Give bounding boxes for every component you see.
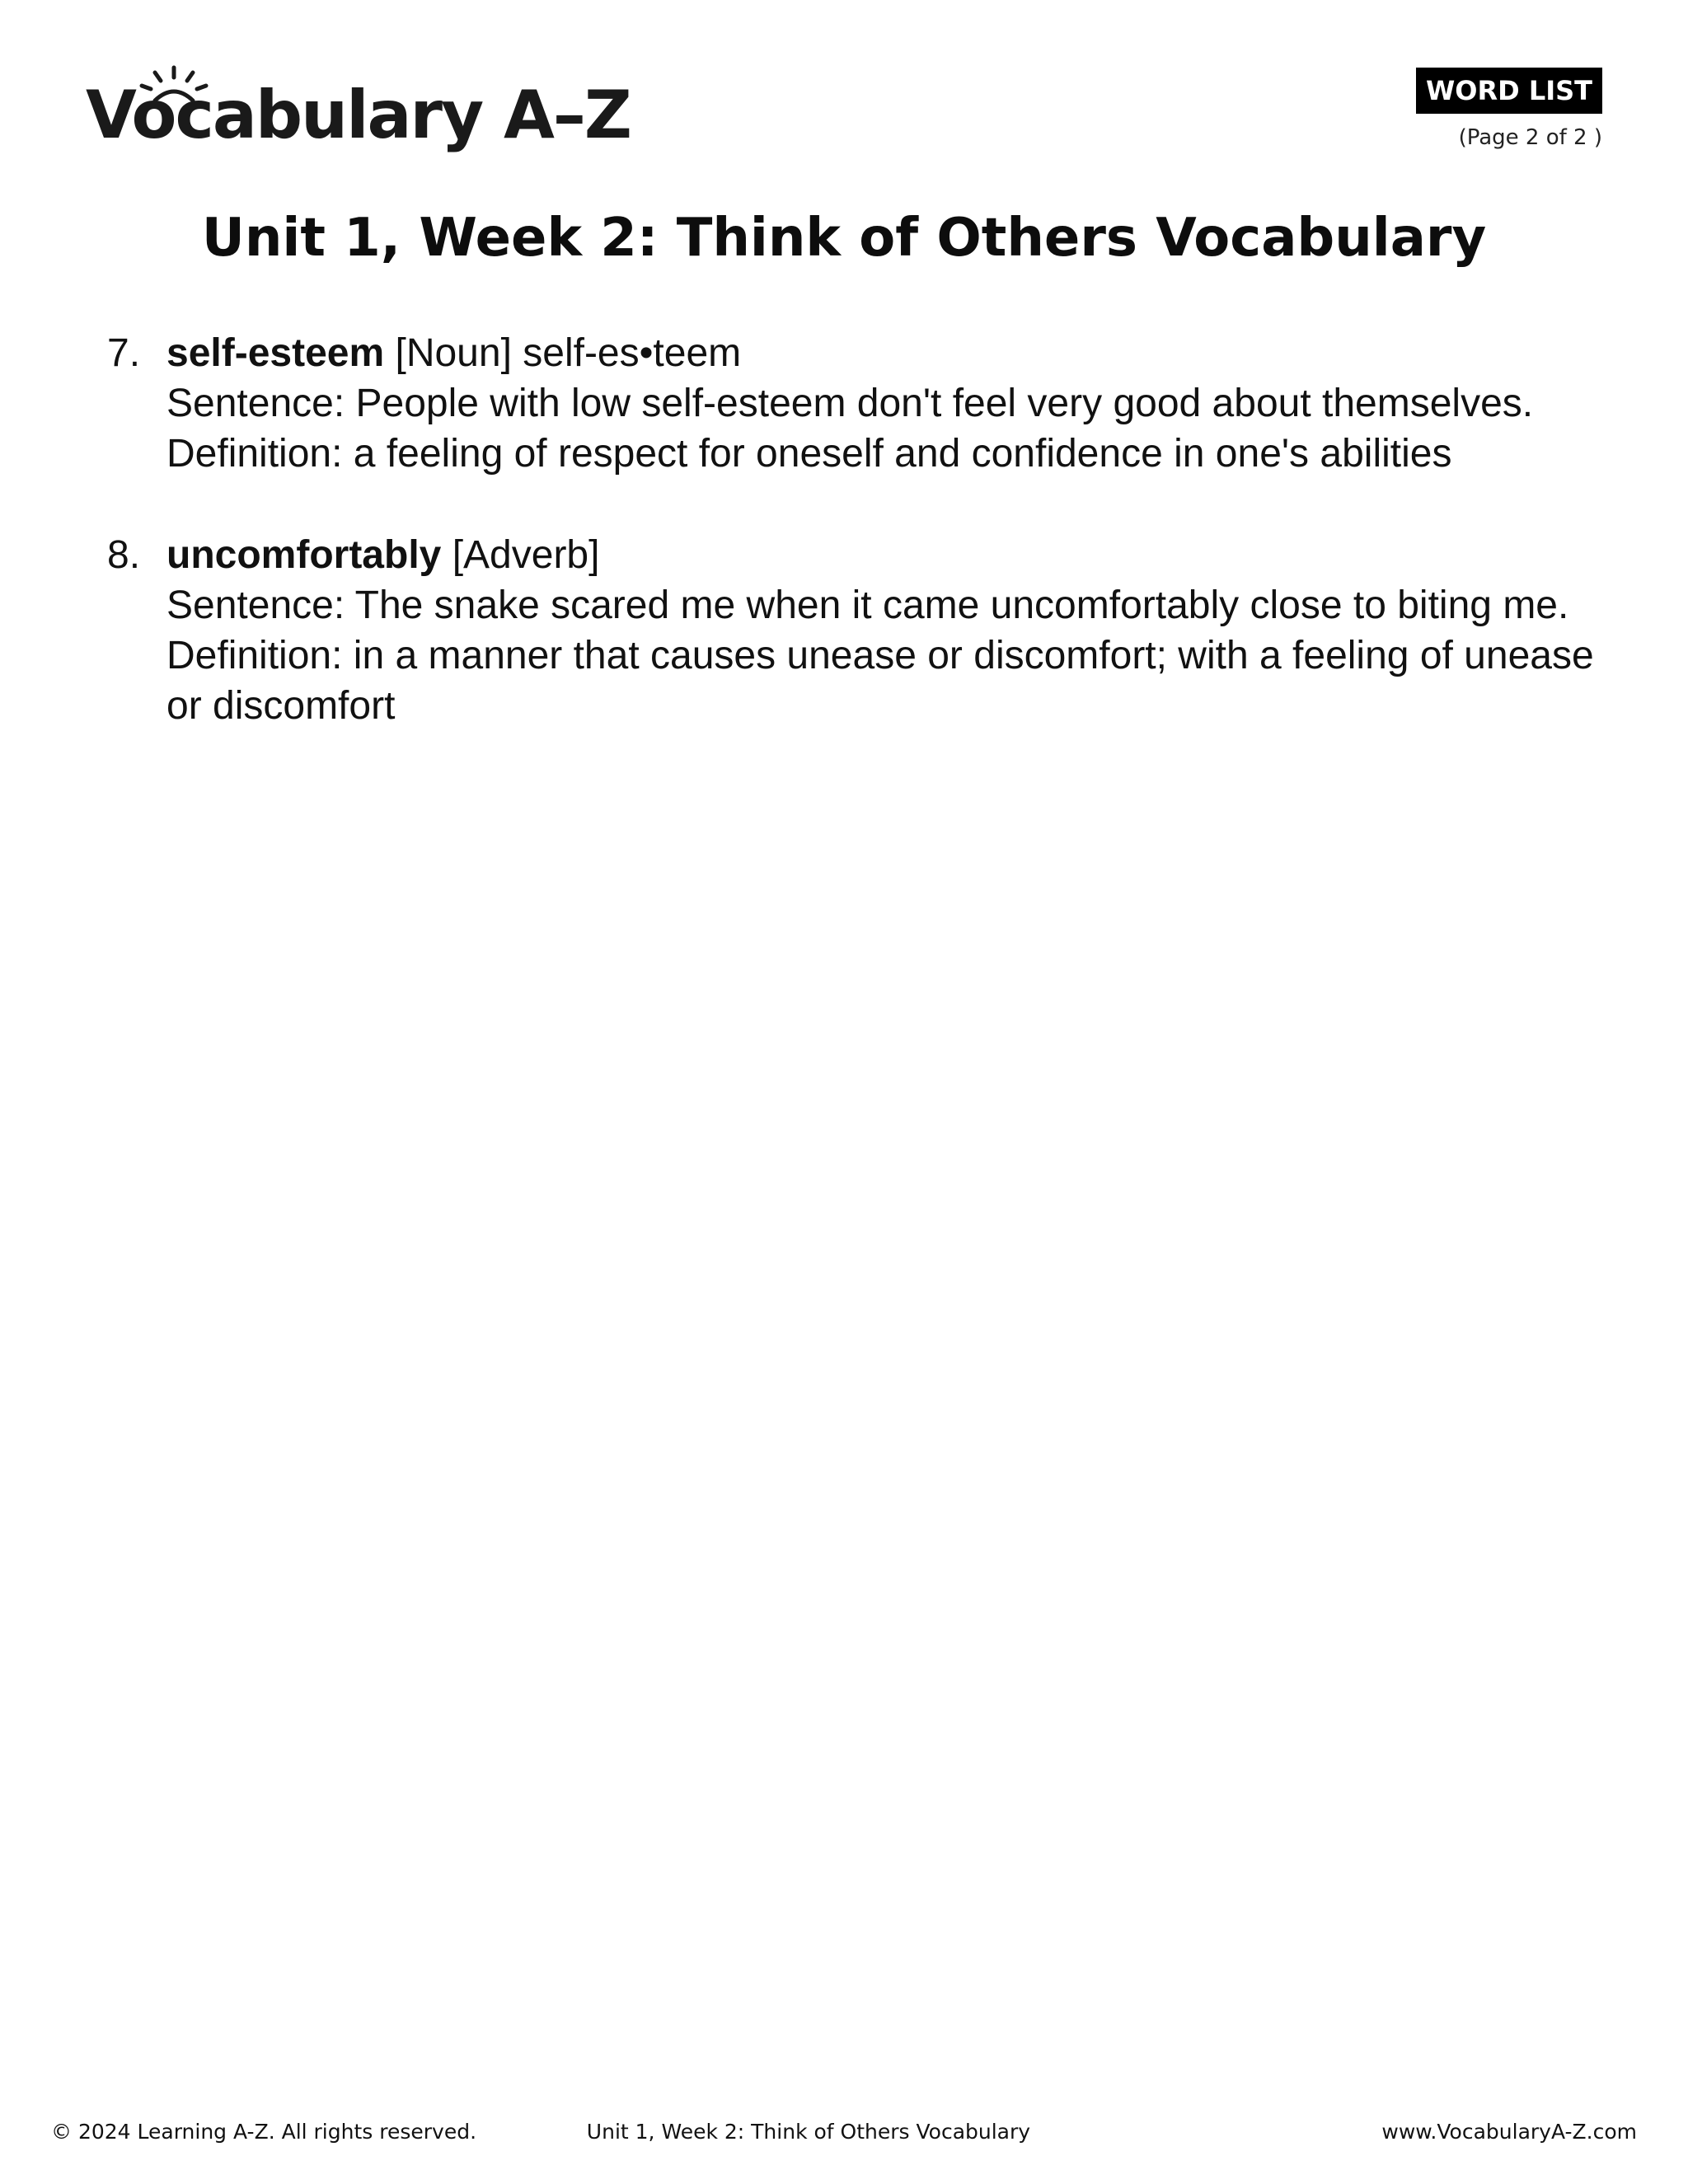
footer-title: Unit 1, Week 2: Think of Others Vocabulary	[586, 2120, 1031, 2144]
entry-number: 8.	[107, 533, 141, 577]
logo-text: Vocabulary A–Z	[86, 77, 631, 153]
entry-headword-line	[166, 530, 1607, 580]
entry-word: self-esteem	[166, 331, 385, 375]
entry-number: 7.	[107, 331, 141, 375]
footer-url: www.VocabularyA-Z.com	[1381, 2120, 1637, 2144]
vocabulary-az-logo	[86, 64, 631, 171]
page-title: Unit 1, Week 2: Think of Others Vocabulary	[201, 208, 1487, 269]
footer-copyright: © 2024 Learning A-Z. All rights reserved.	[51, 2120, 477, 2144]
page-footer	[51, 2120, 1637, 2153]
entry-definition: Definition: a feeling of respect for oneself and confidence in one's abilities	[166, 432, 1452, 476]
entry-sentence: Sentence: The snake scared me when it came uncomfortably close to biting me.	[166, 583, 1569, 627]
entry-definition: Definition: in a manner that causes unease or discomfort; with a feeling of unease or discomfort	[166, 634, 1594, 728]
entry-headword-line	[166, 328, 1607, 378]
word-list	[107, 328, 1607, 782]
word-list-badge: WORD LIST	[1416, 68, 1602, 114]
list-item	[107, 530, 1607, 731]
page-indicator: (Page 2 of 2 )	[1458, 125, 1602, 150]
entry-sentence: Sentence: People with low self-esteem don't feel very good about themselves.	[166, 382, 1534, 425]
entry-part-of-speech: [Adverb]	[452, 533, 600, 577]
list-item	[107, 328, 1607, 479]
entry-part-of-speech: [Noun] self-es•teem	[395, 331, 742, 375]
entry-word: uncomfortably	[166, 533, 442, 577]
